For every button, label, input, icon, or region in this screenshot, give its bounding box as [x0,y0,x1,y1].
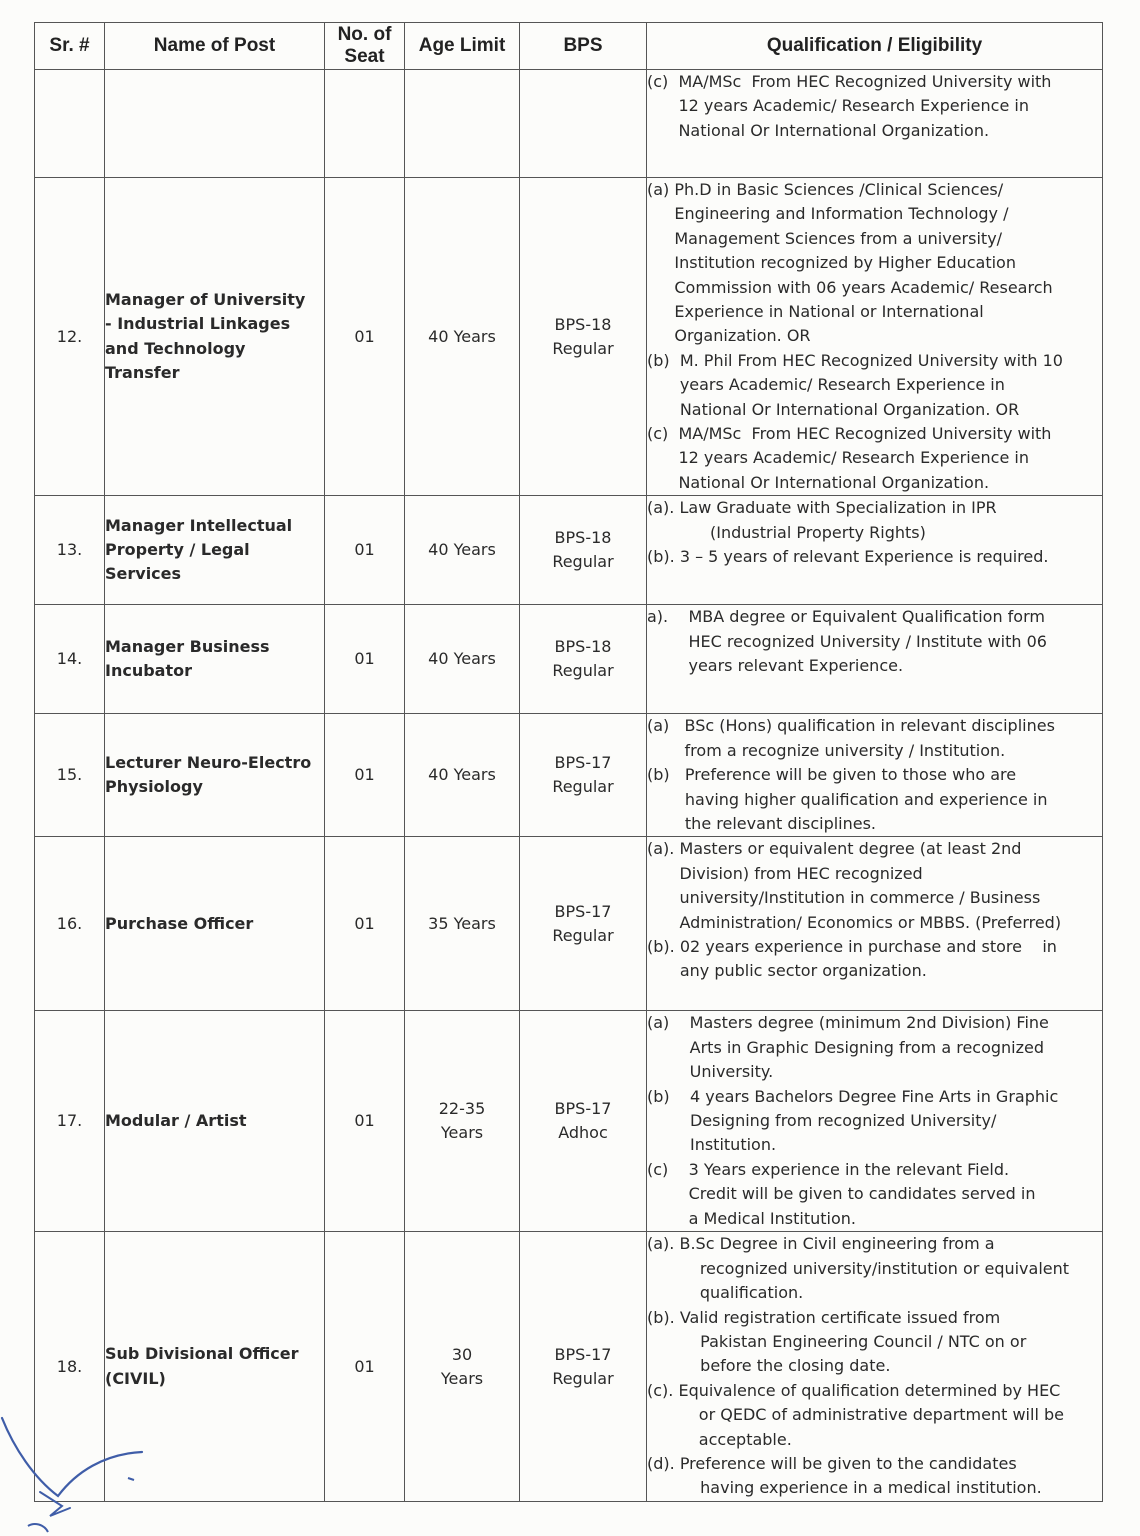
qualification-line: acceptable. [678,1429,792,1449]
qualification-line: Experience in National or International [674,302,984,322]
bps-grade [520,714,647,837]
qualification-marker: (c) [647,424,679,444]
table-body [35,70,1103,1502]
post-name-line: Lecturer Neuro-Electro [105,752,312,772]
age-limit-line: Years [440,1123,484,1143]
post-name-line: Manager of University [105,289,306,309]
post-name [105,496,325,605]
qualification-line: National Or International Organization. [678,472,990,492]
table-row [35,714,1103,837]
qualification-item [647,605,1102,678]
post-name [105,178,325,496]
bps-line: BPS-18 [554,528,612,548]
bps-line: BPS-18 [554,637,612,657]
bps-line: BPS-17 [554,1344,612,1364]
qualification-marker: (b). [647,547,680,567]
qualification-line: Administration/ Economics or MBBS. (Preferred) [679,912,1062,932]
bps-line: Regular [552,338,614,358]
bps-line: Regular [552,925,614,945]
age-limit-line: 40 Years [428,649,496,669]
qualification-text [679,496,1102,545]
table-row [35,605,1103,714]
bps-line: Regular [552,661,614,681]
table-row [35,837,1103,1011]
qualification-marker: (b) [647,765,685,785]
age-limit [405,1011,520,1232]
qualification-item [647,178,1102,349]
qualification-line: Division) from HEC recognized [679,863,923,883]
qualification-text [680,1452,1102,1501]
post-name-line: Purchase Officer [105,913,254,933]
post-name [105,1011,325,1232]
qualification-text [679,1232,1102,1305]
qualification-line: Institution recognized by Higher Education [674,253,1016,273]
bps-grade [520,1011,647,1232]
qualification-cell [647,837,1103,1011]
qualification-line: 12 years Academic/ Research Experience in [678,448,1029,468]
qualification-item [647,837,1102,935]
qualification-line: 12 years Academic/ Research Experience in [678,96,1029,116]
post-name-line: Incubator [105,661,192,681]
qualification-line: Designing from recognized University/ [689,1110,997,1130]
qualification-text [679,837,1102,935]
age-limit-line: 22-35 [438,1099,486,1119]
header-sr: Sr. # [35,23,105,70]
age-limit [405,178,520,496]
age-limit [405,1232,520,1502]
sr-number: 16. [35,837,105,1011]
qualification-line: 3 – 5 years of relevant Experience is required. [679,547,1049,567]
bps-line: BPS-17 [554,901,612,921]
qualification-text [680,1306,1102,1379]
sr-number: 13. [35,496,105,605]
header-qualification: Qualification / Eligibility [647,23,1103,70]
qualification-line: from a recognize university / Institution. [684,740,1006,760]
qualification-line: years Academic/ Research Experience in [679,375,1005,395]
post-name-line: Property / Legal [105,540,250,560]
bps-line: Regular [552,1368,614,1388]
qualification-marker: (c). [647,1380,679,1400]
table-header-row [35,23,1103,70]
qualification-text [678,422,1102,495]
qualification-item [647,763,1102,836]
qualification-line: MA/MSc From HEC Recognized University with [678,72,1052,91]
qualification-line: MA/MSc From HEC Recognized University with [678,424,1052,444]
qualification-line: qualification. [679,1283,804,1303]
post-name-line: Modular / Artist [105,1111,247,1131]
table-row [35,496,1103,605]
sr-number [35,70,105,178]
bps-line: Regular [552,777,614,797]
qualification-item [647,545,1102,569]
qualification-line: University. [689,1062,774,1082]
qualification-cell [647,1011,1103,1232]
sr-number: 12. [35,178,105,496]
qualification-line: Preference will be given to the candidates [679,1453,1017,1473]
age-limit-line: 40 Years [428,540,496,560]
seat-count: 01 [325,714,405,837]
post-name-line: (CIVIL) [105,1368,166,1388]
header-no-of-seat [325,23,405,70]
post-name-line: Manager Intellectual [105,515,293,535]
qualification-item [647,1452,1102,1501]
qualification-line: Masters or equivalent degree (at least 2nd [679,839,1022,859]
seat-count [325,70,405,178]
qualification-marker: (c) [647,72,679,91]
qualification-marker: a). [647,607,689,627]
qualification-line: the relevant disciplines. [684,813,877,833]
qualification-marker: (a) [647,180,675,199]
qualification-text [680,349,1102,422]
qualification-line: 4 years Bachelors Degree Fine Arts in Graphic [689,1086,1059,1106]
qualification-item [647,70,1102,143]
qualification-line: Masters degree (minimum 2nd Division) Fine [689,1013,1049,1033]
header-seat-line-1: No. of [337,24,392,45]
qualification-text [678,1379,1102,1452]
post-name-line: Manager Business [105,636,270,656]
qualification-line: Credit will be given to candidates served in [688,1184,1036,1204]
age-limit-line: 30 [451,1344,473,1364]
qualification-text [689,1158,1102,1231]
sr-number: 18. [35,1232,105,1502]
bps-grade [520,605,647,714]
qualification-item [647,422,1102,495]
qualification-line: MBA degree or Equivalent Qualification form [688,607,1045,627]
age-limit [405,496,520,605]
qualification-line: university/Institution in commerce / Business [679,888,1041,908]
qualification-line: Preference will be given to those who are [684,765,1017,785]
qualification-text [680,935,1102,984]
qualification-line: Arts in Graphic Designing from a recognized [689,1037,1045,1057]
age-limit-line: 40 Years [428,765,496,785]
seat-count: 01 [325,1232,405,1502]
qualification-item [647,1379,1102,1452]
qualification-cell [647,70,1103,178]
qualification-line: or QEDC of administrative department will be [678,1405,1064,1425]
bps-grade [520,837,647,1011]
qualification-line: Equivalence of qualification determined by HEC [678,1380,1061,1400]
posts-table [34,22,1103,1502]
qualification-cell [647,178,1103,496]
qualification-cell [647,496,1103,605]
seat-count: 01 [325,837,405,1011]
qualification-item [647,1306,1102,1379]
post-name-line: - Industrial Linkages [105,314,291,334]
qualification-line: Valid registration certificate issued from [679,1307,1001,1327]
age-limit [405,837,520,1011]
bps-line: BPS-17 [554,753,612,773]
header-age-limit: Age Limit [405,23,520,70]
qualification-text [685,763,1102,836]
qualification-cell [647,1232,1103,1502]
qualification-line: B.Sc Degree in Civil engineering from a [679,1234,995,1254]
qualification-marker: (b). [647,936,680,956]
post-name [105,837,325,1011]
qualification-marker: (b) [647,1086,690,1106]
qualification-line: having experience in a medical institution. [679,1478,1042,1498]
post-name-line: Services [105,564,182,584]
qualification-marker: (d). [647,1453,680,1473]
qualification-text [688,605,1102,678]
qualification-line: Management Sciences from a university/ [674,228,1003,248]
post-name-line: Sub Divisional Officer [105,1344,299,1364]
qualification-item [647,1158,1102,1231]
qualification-text [680,545,1102,569]
qualification-text [678,70,1102,143]
sr-number: 17. [35,1011,105,1232]
qualification-item [647,1232,1102,1305]
qualification-line: Organization. OR [674,326,811,346]
seat-count: 01 [325,605,405,714]
qualification-line: Pakistan Engineering Council / NTC on or [679,1331,1027,1351]
qualification-line: (Industrial Property Rights) [679,522,926,542]
qualification-marker: (b) [647,350,680,370]
qualification-text [685,714,1102,763]
qualification-marker: (a) [647,1013,690,1033]
qualification-cell [647,605,1103,714]
header-seat-line-2: Seat [344,46,385,67]
qualification-text [690,1085,1102,1158]
qualification-item [647,349,1102,422]
qualification-line: any public sector organization. [679,961,927,981]
qualification-marker: (a). [647,498,680,518]
qualification-line: M. Phil From HEC Recognized University with 10 [679,350,1063,370]
header-bps: BPS [520,23,647,70]
age-limit-line: 35 Years [428,913,496,933]
qualification-item [647,1085,1102,1158]
age-limit [405,605,520,714]
table-row [35,178,1103,496]
qualification-line: HEC recognized University / Institute with 06 [688,631,1047,651]
bps-grade [520,1232,647,1502]
post-name [105,70,325,178]
qualification-text [674,178,1102,349]
qualification-line: National Or International Organization. OR [679,399,1020,419]
qualification-line: Engineering and Information Technology / [674,204,1009,224]
qualification-marker: (c) [647,1159,689,1179]
bps-grade [520,178,647,496]
bps-line: Regular [552,552,614,572]
qualification-line: Institution. [689,1135,777,1155]
qualification-marker: (a). [647,1234,680,1254]
qualification-line: a Medical Institution. [688,1208,856,1228]
qualification-item [647,935,1102,984]
qualification-marker: (a). [647,839,680,859]
qualification-line: Ph.D in Basic Sciences /Clinical Sciences/ [674,180,1004,199]
post-name-line: Transfer [105,363,180,383]
age-limit [405,70,520,178]
qualification-marker: (a) [647,716,685,736]
seat-count: 01 [325,1011,405,1232]
seat-count: 01 [325,178,405,496]
qualification-line: 3 Years experience in the relevant Field. [688,1159,1010,1179]
table-row [35,70,1103,178]
table-row [35,1232,1103,1502]
sr-number: 15. [35,714,105,837]
header-name-of-post: Name of Post [105,23,325,70]
qualification-line: Commission with 06 years Academic/ Research [674,277,1053,297]
qualification-item [647,496,1102,545]
bps-line: Adhoc [558,1123,608,1143]
qualification-line: 02 years experience in purchase and store in [679,936,1057,956]
post-name [105,605,325,714]
age-limit [405,714,520,837]
sr-number: 14. [35,605,105,714]
qualification-cell [647,714,1103,837]
bps-line: BPS-17 [554,1099,612,1119]
qualification-line: recognized university/institution or equivalent [679,1258,1070,1278]
post-name-line: Physiology [105,777,203,797]
qualification-item [647,1011,1102,1084]
seat-count: 01 [325,496,405,605]
qualification-line: having higher qualification and experience in [684,789,1048,809]
qualification-text [690,1011,1102,1084]
signature-mark [0,1408,160,1536]
qualification-line: National Or International Organization. [678,120,990,140]
bps-grade [520,496,647,605]
table-row [35,1011,1103,1232]
age-limit-line: Years [440,1368,484,1388]
qualification-line: BSc (Hons) qualification in relevant disciplines [684,716,1055,736]
qualification-marker: (b). [647,1307,680,1327]
bps-line: BPS-18 [554,314,612,334]
post-name-line: and Technology [105,338,246,358]
bps-grade [520,70,647,178]
qualification-line: years relevant Experience. [688,656,904,676]
post-name [105,714,325,837]
qualification-item [647,714,1102,763]
qualification-line: Law Graduate with Specialization in IPR [679,498,997,518]
qualification-line: before the closing date. [679,1356,891,1376]
age-limit-line: 40 Years [428,326,496,346]
